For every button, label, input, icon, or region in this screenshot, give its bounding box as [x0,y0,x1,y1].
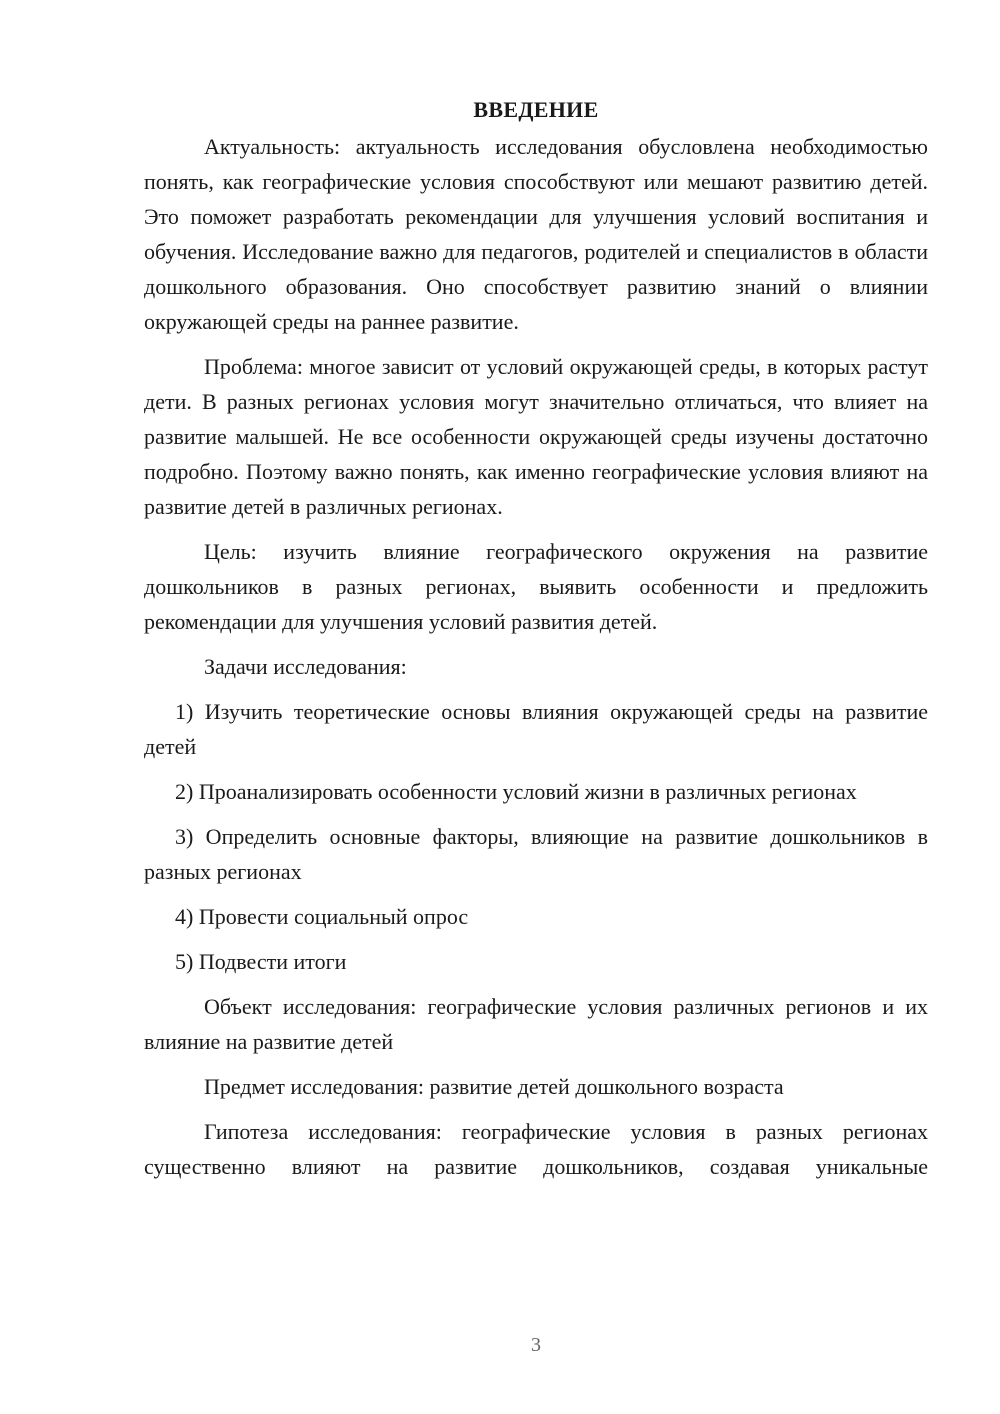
paragraph-goal: Цель: изучить влияние географического окружения на развитие дошкольников в разных регионах, выявить особенности и предложить рекомендации для улучшения условий развития детей. [144,539,928,634]
paragraph-relevance: Актуальность: актуальность исследования обусловлена необходимостью понять, как географические условия способствуют или мешают развитию детей. Это поможет разработать рекомендации для улучшения условий воспитания и обучения. Исследование важно для педагогов, родителей и специалистов в области дошкольного образования. Оно способствует развитию знаний о влиянии окружающей среды на раннее развитие. [144,134,928,334]
paragraph-problem: Проблема: многое зависит от условий окружающей среды, в которых растут дети. В разных регионах условия могут значительно отличаться, что влияет на развитие малышей. Не все особенности окружающей среды изучены достаточно подробно. Поэтому важно понять, как именно географические условия влияют на развитие детей в различных регионах. [144,354,928,519]
document-page [144,95,928,1194]
task-item-1: 1) Изучить теоретические основы влияния окружающей среды на развитие детей [144,699,928,759]
task-item-2: 2) Проанализировать особенности условий жизни в различных регионах [175,779,857,804]
section-title: ВВЕДЕНИЕ [473,97,599,122]
task-item-5: 5) Подвести итоги [175,949,347,974]
paragraph-subject: Предмет исследования: развитие детей дошкольного возраста [204,1074,784,1099]
paragraph-hypothesis: Гипотеза исследования: географические условия в разных регионах существенно влияют на развитие дошкольников, создавая уникальные [144,1119,928,1179]
task-item-4: 4) Провести социальный опрос [175,904,469,929]
paragraph-object: Объект исследования: географические условия различных регионов и их влияние на развитие детей [144,994,928,1054]
page-number: 3 [531,1334,541,1356]
task-item-3: 3) Определить основные факторы, влияющие на развитие дошкольников в разных регионах [144,824,928,884]
tasks-heading: Задачи исследования: [204,654,407,679]
